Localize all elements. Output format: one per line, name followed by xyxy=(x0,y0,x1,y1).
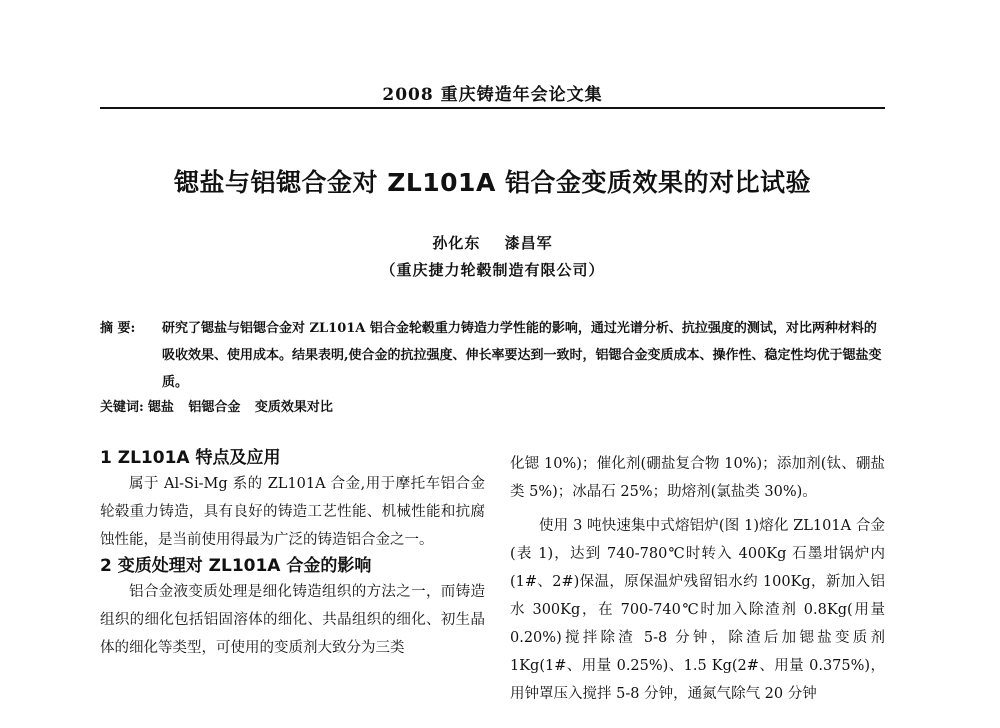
header-rule xyxy=(100,107,885,109)
keywords-label: 关键词: xyxy=(100,400,144,415)
abstract-label: 摘 要: xyxy=(100,321,136,336)
section-2-heading: 2 变质处理对 ZL101A 合金的影响 xyxy=(100,556,372,576)
abstract-text: 研究了锶盐与铝锶合金对 ZL101A 铝合金轮毂重力铸造力学性能的影响，通过光谱分析、抗拉强度的测试，对比两种材料的吸收效果、使用成本。结果表明,使合金的抗拉强度、伸长率要达到一致时，铝锶合金变质成本、操作性、稳定性均优于锶盐变质。 xyxy=(162,321,882,390)
right-column xyxy=(510,450,885,708)
paper-title: 锶盐与铝锶合金对 ZL101A 铝合金变质效果的对比试验 xyxy=(174,168,811,197)
keywords-block xyxy=(100,396,885,415)
paper-affiliation: （重庆捷力轮毂制造有限公司） xyxy=(380,261,605,279)
section-1-heading: 1 ZL101A 特点及应用 xyxy=(100,448,281,468)
right-column-para-2: 使用 3 吨快速集中式熔铝炉(图 1)熔化 ZL101A 合金(表 1)，达到 740-780℃时转入 400Kg 石墨坩锅炉内(1#、2#)保温，原保温炉残留铝水约 100Kg，新加入铝水 300Kg，在 700-740℃时加入除渣剂 0.8Kg(用量 0.20%)搅拌除渣 5-8 分钟，除渣后加锶盐变质剂 1Kg(1#、用量 0.25%)、1.5 Kg(2#、用量 0.375%)，用钟罩压入搅拌 5-8 分钟，通氮气除气 20 分钟 xyxy=(510,518,885,702)
paper-authors: 孙化东 漆昌军 xyxy=(432,234,553,252)
left-column xyxy=(100,446,485,662)
right-column-para-1: 化锶 10%)；催化剂(硼盐复合物 10%)；添加剂(钛、硼盐类 5%)；冰晶石 25%；助熔剂(氯盐类 30%)。 xyxy=(510,456,885,500)
journal-header: 2008 重庆铸造年会论文集 xyxy=(382,85,603,105)
section-1-body: 属于 Al-Si-Mg 系的 ZL101A 合金,用于摩托车铝合金轮毂重力铸造，具有良好的铸造工艺性能、机械性能和抗腐蚀性能，是当前使用得最为广泛的铸造铝合金之一。 xyxy=(100,476,485,548)
abstract-block xyxy=(100,315,885,396)
keywords-text: 锶盐 铝锶合金 变质效果对比 xyxy=(147,400,333,415)
section-2-body: 铝合金液变质处理是细化铸造组织的方法之一，而铸造组织的细化包括铝固溶体的细化、共晶组织的细化、初生晶体的细化等类型，可使用的变质剂大致分为三类 xyxy=(100,584,485,656)
